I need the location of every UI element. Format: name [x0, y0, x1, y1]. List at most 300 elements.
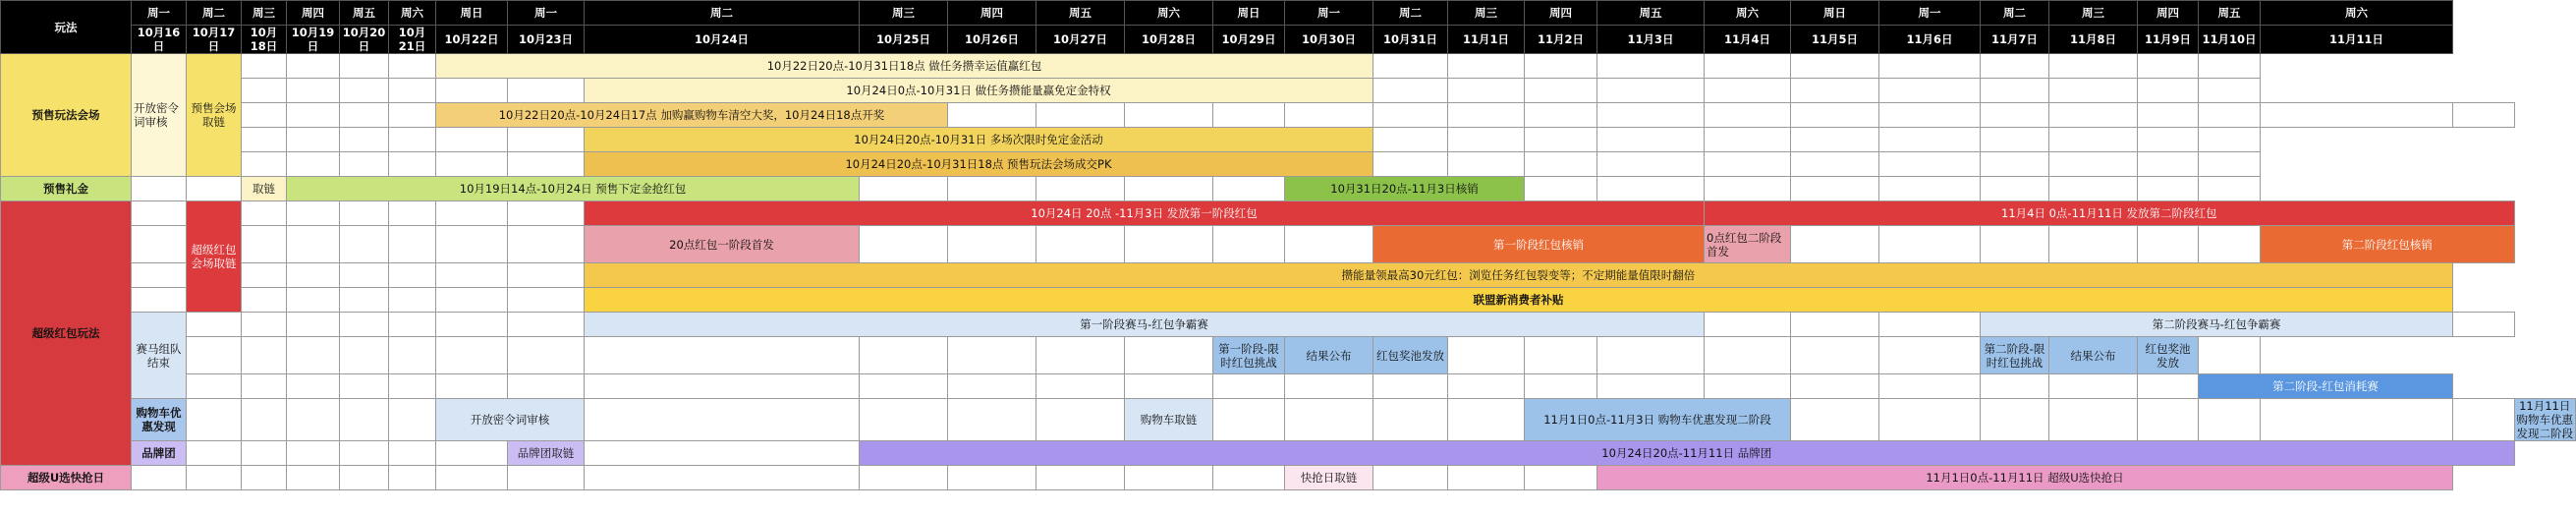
- empty-cell: [340, 128, 389, 152]
- empty-cell: [1879, 103, 1981, 128]
- date-header-row: [1, 26, 2576, 54]
- empty-cell: [287, 399, 340, 441]
- empty-cell: [1036, 226, 1125, 263]
- empty-cell: [1448, 466, 1525, 490]
- empty-cell: [1705, 337, 1791, 374]
- category-presale-gift: 预售礼金: [1, 177, 132, 201]
- date-header: 11月7日: [1981, 26, 2049, 54]
- weekday-header: 周一: [508, 1, 585, 26]
- empty-cell: [1448, 103, 1525, 128]
- date-header: 10月16日: [132, 26, 187, 54]
- empty-cell: [585, 441, 860, 466]
- empty-cell: [948, 374, 1036, 399]
- empty-cell: [2453, 399, 2515, 441]
- empty-cell: [1036, 466, 1125, 490]
- empty-cell: [287, 152, 340, 177]
- empty-cell: [436, 466, 508, 490]
- empty-cell: [242, 201, 287, 226]
- empty-cell: [1879, 374, 1981, 399]
- category-super-redpacket: 超级红包玩法: [1, 201, 132, 466]
- empty-cell: [2049, 128, 2138, 152]
- redpacket-row-5: [1, 313, 2576, 337]
- empty-cell: [389, 466, 436, 490]
- empty-cell: [436, 152, 508, 177]
- empty-cell: [2453, 103, 2515, 128]
- empty-cell: [242, 103, 287, 128]
- weekday-header: 周一: [132, 1, 187, 26]
- empty-cell: [948, 103, 1036, 128]
- empty-cell: [2138, 399, 2199, 441]
- empty-cell: [1213, 399, 1285, 441]
- date-header: 11月1日: [1448, 26, 1525, 54]
- weekday-header: 周五: [1597, 1, 1705, 26]
- empty-cell: [187, 399, 242, 441]
- empty-cell: [242, 374, 287, 399]
- weekday-header: 周一: [1879, 1, 1981, 26]
- empty-cell: [132, 288, 187, 313]
- energy-task-bar: 10月24日0点-10月31日 做任务攒能量赢免定金特权: [585, 79, 1373, 103]
- empty-cell: [242, 128, 287, 152]
- empty-cell: [2199, 152, 2261, 177]
- empty-cell: [2138, 128, 2199, 152]
- empty-cell: [1879, 79, 1981, 103]
- empty-cell: [436, 226, 508, 263]
- empty-cell: [508, 79, 585, 103]
- weekday-header: 周四: [287, 1, 340, 26]
- empty-cell: [1125, 226, 1213, 263]
- weekday-header: 周二: [585, 1, 860, 26]
- empty-cell: [1791, 226, 1879, 263]
- empty-cell: [860, 466, 948, 490]
- empty-cell: [860, 177, 948, 201]
- cart-cancel-block: 购物车取链: [1125, 399, 1213, 441]
- empty-cell: [340, 201, 389, 226]
- empty-cell: [2049, 226, 2138, 263]
- empty-cell: [287, 441, 340, 466]
- cart-phase3-bar: 11月11日 购物车优惠发现二阶段: [2514, 399, 2576, 441]
- date-header: 11月10日: [2199, 26, 2261, 54]
- empty-cell: [1373, 399, 1448, 441]
- empty-cell: [2138, 374, 2199, 399]
- empty-cell: [389, 263, 436, 288]
- empty-cell: [340, 103, 389, 128]
- phase2-start-block: 0点红包二阶段首发: [1705, 226, 1791, 263]
- date-header: 10月30日: [1285, 26, 1373, 54]
- empty-cell: [508, 337, 585, 374]
- weekday-header: 周二: [187, 1, 242, 26]
- empty-cell: [1285, 399, 1373, 441]
- empty-cell: [1213, 226, 1285, 263]
- empty-cell: [1981, 103, 2049, 128]
- empty-cell: [1981, 79, 2049, 103]
- empty-cell: [242, 441, 287, 466]
- empty-cell: [1791, 103, 1879, 128]
- empty-cell: [389, 54, 436, 79]
- phase1-distribution-bar: 10月24日 20点 -11月3日 发放第一阶段红包: [585, 201, 1705, 226]
- date-header: 11月2日: [1525, 26, 1597, 54]
- phase2-writeoff-bar: 第二阶段红包核销: [2261, 226, 2515, 263]
- redpacket-venue-cancel-block: 超级红包会场取链: [187, 201, 242, 313]
- empty-cell: [1879, 128, 1981, 152]
- empty-cell: [242, 79, 287, 103]
- empty-cell: [1791, 313, 1879, 337]
- empty-cell: [436, 313, 508, 337]
- date-header: 11月9日: [2138, 26, 2199, 54]
- empty-cell: [389, 313, 436, 337]
- empty-cell: [389, 374, 436, 399]
- presale-venue-cancel-block: 预售会场取链: [187, 54, 242, 177]
- empty-cell: [1791, 177, 1879, 201]
- category-presale-venue: 预售玩法会场: [1, 54, 132, 177]
- empty-cell: [508, 128, 585, 152]
- empty-cell: [1791, 399, 1879, 441]
- empty-cell: [1213, 466, 1285, 490]
- presale-row-2: [1, 79, 2576, 103]
- phase2-consume-bar: 第二阶段-红包消耗赛: [2199, 374, 2453, 399]
- weekday-header: 周四: [1525, 1, 1597, 26]
- empty-cell: [287, 103, 340, 128]
- empty-cell: [287, 201, 340, 226]
- empty-cell: [1879, 177, 1981, 201]
- category-cart-discount: 购物车优惠发现: [132, 399, 187, 441]
- empty-cell: [187, 466, 242, 490]
- weekday-header: 周日: [1213, 1, 1285, 26]
- empty-cell: [1879, 313, 1981, 337]
- superu-row: [1, 466, 2576, 490]
- empty-cell: [1879, 399, 1981, 441]
- empty-cell: [340, 313, 389, 337]
- empty-cell: [1981, 128, 2049, 152]
- empty-cell: [340, 226, 389, 263]
- empty-cell: [860, 226, 948, 263]
- phase2-distribution-bar: 11月4日 0点-11月11日 发放第二阶段红包: [1705, 201, 2515, 226]
- date-header: 10月28日: [1125, 26, 1213, 54]
- weekday-header-row: [1, 1, 2576, 26]
- date-header: 11月8日: [2049, 26, 2138, 54]
- empty-cell: [508, 201, 585, 226]
- weekday-header: 周二: [1981, 1, 2049, 26]
- date-header: 10月22日: [436, 26, 508, 54]
- empty-cell: [132, 466, 187, 490]
- empty-cell: [2199, 54, 2261, 79]
- new-consumer-subsidy-bar: 联盟新消费者补贴: [585, 288, 2453, 313]
- redpacket-row-6: [1, 337, 2576, 374]
- empty-cell: [287, 128, 340, 152]
- empty-cell: [1373, 374, 1448, 399]
- cart-row: [1, 399, 2576, 441]
- empty-cell: [436, 374, 508, 399]
- empty-cell: [242, 337, 287, 374]
- empty-cell: [1373, 152, 1448, 177]
- weekday-header: 周四: [2138, 1, 2199, 26]
- empty-cell: [436, 128, 508, 152]
- empty-cell: [1373, 103, 1448, 128]
- empty-cell: [1373, 54, 1448, 79]
- empty-cell: [1036, 103, 1125, 128]
- redpacket-row-1: [1, 201, 2576, 226]
- empty-cell: [1981, 226, 2049, 263]
- empty-cell: [2199, 399, 2261, 441]
- empty-cell: [132, 263, 187, 288]
- empty-cell: [287, 374, 340, 399]
- empty-cell: [1448, 374, 1525, 399]
- cart-phase2-bar: 11月1日0点-11月3日 购物车优惠发现二阶段: [1525, 399, 1791, 441]
- empty-cell: [389, 128, 436, 152]
- category-brand-group: 品牌团: [132, 441, 187, 466]
- date-header: 10月27日: [1036, 26, 1125, 54]
- empty-cell: [1213, 103, 1285, 128]
- weekday-header: 周五: [340, 1, 389, 26]
- team-end-block: 赛马组队结束: [132, 313, 187, 399]
- weekday-header: 周六: [2261, 1, 2453, 26]
- empty-cell: [1525, 103, 1597, 128]
- empty-cell: [1981, 399, 2049, 441]
- empty-cell: [2049, 79, 2138, 103]
- date-header: 10月18日: [242, 26, 287, 54]
- empty-cell: [1285, 226, 1373, 263]
- empty-cell: [1525, 152, 1597, 177]
- empty-cell: [340, 79, 389, 103]
- redpacket-row-2: [1, 226, 2576, 263]
- empty-cell: [1125, 177, 1213, 201]
- empty-cell: [1705, 152, 1791, 177]
- empty-cell: [1036, 177, 1125, 201]
- empty-cell: [585, 399, 860, 441]
- redpacket-row-4: [1, 288, 2576, 313]
- date-header: 10月23日: [508, 26, 585, 54]
- empty-cell: [2199, 337, 2261, 374]
- empty-cell: [1879, 152, 1981, 177]
- empty-cell: [2453, 313, 2515, 337]
- superu-bar: 11月1日0点-11月11日 超级U选快抢日: [1597, 466, 2453, 490]
- empty-cell: [1448, 128, 1525, 152]
- empty-cell: [187, 177, 242, 201]
- date-header: 11月6日: [1879, 26, 1981, 54]
- empty-cell: [1705, 103, 1791, 128]
- empty-cell: [1879, 54, 1981, 79]
- empty-cell: [1525, 79, 1597, 103]
- empty-cell: [1448, 54, 1525, 79]
- empty-cell: [1705, 128, 1791, 152]
- weekday-header: 周日: [1791, 1, 1879, 26]
- empty-cell: [340, 441, 389, 466]
- empty-cell: [1125, 466, 1213, 490]
- empty-cell: [436, 201, 508, 226]
- empty-cell: [860, 374, 948, 399]
- empty-cell: [2049, 54, 2138, 79]
- empty-cell: [1525, 374, 1597, 399]
- empty-cell: [948, 337, 1036, 374]
- empty-cell: [508, 226, 585, 263]
- empty-cell: [1705, 374, 1791, 399]
- empty-cell: [948, 226, 1036, 263]
- presale-row-3: [1, 103, 2576, 128]
- gift-deposit-bar: 10月19日14点-10月24日 预售下定金抢红包: [287, 177, 860, 201]
- empty-cell: [132, 177, 187, 201]
- empty-cell: [585, 337, 860, 374]
- empty-cell: [242, 313, 287, 337]
- superu-cancel-block: 快抢日取链: [1285, 466, 1373, 490]
- empty-cell: [287, 54, 340, 79]
- empty-cell: [287, 337, 340, 374]
- gift-row: [1, 177, 2576, 201]
- empty-cell: [1036, 374, 1125, 399]
- empty-cell: [585, 374, 860, 399]
- empty-cell: [2049, 177, 2138, 201]
- empty-cell: [1036, 337, 1125, 374]
- empty-cell: [2138, 226, 2199, 263]
- empty-cell: [187, 441, 242, 466]
- deposit-free-bar: 10月24日20点-10月31日 多场次限时免定金活动: [585, 128, 1373, 152]
- empty-cell: [242, 54, 287, 79]
- date-header: 10月31日: [1373, 26, 1448, 54]
- empty-cell: [1597, 152, 1705, 177]
- empty-cell: [1213, 374, 1285, 399]
- empty-cell: [242, 152, 287, 177]
- date-header: 10月24日: [585, 26, 860, 54]
- weekday-header: 周三: [242, 1, 287, 26]
- weekday-header: 周四: [948, 1, 1036, 26]
- empty-cell: [132, 226, 187, 263]
- empty-cell: [2199, 103, 2261, 128]
- empty-cell: [1791, 79, 1879, 103]
- weekday-header: 周三: [1448, 1, 1525, 26]
- date-header: 10月21日: [389, 26, 436, 54]
- empty-cell: [948, 466, 1036, 490]
- empty-cell: [948, 399, 1036, 441]
- empty-cell: [340, 54, 389, 79]
- date-header: 10月20日: [340, 26, 389, 54]
- date-header: 10月17日: [187, 26, 242, 54]
- empty-cell: [340, 152, 389, 177]
- empty-cell: [2049, 399, 2138, 441]
- empty-cell: [1597, 337, 1705, 374]
- empty-cell: [242, 466, 287, 490]
- empty-cell: [1597, 79, 1705, 103]
- empty-cell: [1981, 177, 2049, 201]
- empty-cell: [508, 288, 585, 313]
- empty-cell: [1597, 103, 1705, 128]
- open-code-review-block: 开放密令词审核: [132, 54, 187, 177]
- empty-cell: [1125, 337, 1213, 374]
- empty-cell: [287, 226, 340, 263]
- empty-cell: [436, 288, 508, 313]
- cart-clear-prize-bar: 10月22日20点-10月24日17点 加购赢购物车清空大奖，10月24日18点开奖: [436, 103, 948, 128]
- phase2-result-block: 结果公布: [2049, 337, 2138, 374]
- empty-cell: [389, 103, 436, 128]
- empty-cell: [389, 288, 436, 313]
- empty-cell: [1597, 374, 1705, 399]
- empty-cell: [436, 441, 508, 466]
- energy-redpacket-bar: 攒能量领最高30元红包：浏览任务红包裂变等；不定期能量值限时翻倍: [585, 263, 2453, 288]
- empty-cell: [340, 374, 389, 399]
- brand-row: [1, 441, 2576, 466]
- weekday-header: 周二: [1373, 1, 1448, 26]
- empty-cell: [436, 79, 508, 103]
- empty-cell: [1791, 337, 1879, 374]
- empty-cell: [2138, 152, 2199, 177]
- empty-cell: [1791, 152, 1879, 177]
- empty-cell: [2049, 103, 2138, 128]
- empty-cell: [2261, 399, 2453, 441]
- empty-cell: [2049, 374, 2138, 399]
- date-header: 11月4日: [1705, 26, 1791, 54]
- play-column-header: 玩法: [1, 1, 132, 54]
- empty-cell: [1597, 177, 1705, 201]
- empty-cell: [287, 466, 340, 490]
- empty-cell: [1373, 79, 1448, 103]
- empty-cell: [187, 337, 242, 374]
- phase1-race-bar: 第一阶段赛马-红包争霸赛: [585, 313, 1705, 337]
- weekday-header: 周五: [1036, 1, 1125, 26]
- phase2-challenge-block: 第二阶段-限时红包挑战: [1981, 337, 2049, 374]
- presale-row-5: [1, 152, 2576, 177]
- empty-cell: [1981, 152, 2049, 177]
- empty-cell: [1981, 54, 2049, 79]
- empty-cell: [340, 337, 389, 374]
- empty-cell: [2138, 103, 2199, 128]
- phase1-start-block: 20点红包一阶段首发: [585, 226, 860, 263]
- gift-writeoff-bar: 10月31日20点-11月3日核销: [1285, 177, 1525, 201]
- empty-cell: [340, 288, 389, 313]
- brand-cancel-block: 品牌团取链: [508, 441, 585, 466]
- gift-cancel-block: 取链: [242, 177, 287, 201]
- empty-cell: [1285, 103, 1373, 128]
- empty-cell: [287, 79, 340, 103]
- empty-cell: [2049, 152, 2138, 177]
- presale-row-1: [1, 54, 2576, 79]
- venue-pk-bar: 10月24日20点-10月31日18点 预售玩法会场成交PK: [585, 152, 1373, 177]
- empty-cell: [1525, 337, 1597, 374]
- empty-cell: [1597, 54, 1705, 79]
- empty-cell: [1125, 103, 1213, 128]
- empty-cell: [1285, 374, 1373, 399]
- phase1-writeoff-bar: 第一阶段红包核销: [1373, 226, 1705, 263]
- empty-cell: [1705, 79, 1791, 103]
- empty-cell: [1036, 399, 1125, 441]
- empty-cell: [2199, 177, 2261, 201]
- empty-cell: [860, 337, 948, 374]
- empty-cell: [287, 288, 340, 313]
- empty-cell: [340, 466, 389, 490]
- empty-cell: [389, 201, 436, 226]
- empty-cell: [436, 337, 508, 374]
- weekday-header: 周日: [436, 1, 508, 26]
- redpacket-row-3: [1, 263, 2576, 288]
- empty-cell: [508, 313, 585, 337]
- category-super-u: 超级U选快抢日: [1, 466, 132, 490]
- empty-cell: [1791, 128, 1879, 152]
- empty-cell: [1448, 399, 1525, 441]
- empty-cell: [1525, 466, 1597, 490]
- empty-cell: [132, 201, 187, 226]
- empty-cell: [860, 399, 948, 441]
- empty-cell: [508, 466, 585, 490]
- empty-cell: [1373, 128, 1448, 152]
- empty-cell: [436, 263, 508, 288]
- empty-cell: [1373, 466, 1448, 490]
- weekday-header: 周五: [2199, 1, 2261, 26]
- redpacket-row-7: [1, 374, 2576, 399]
- empty-cell: [340, 399, 389, 441]
- empty-cell: [508, 152, 585, 177]
- empty-cell: [1448, 152, 1525, 177]
- weekday-header: 周六: [389, 1, 436, 26]
- weekday-header: 周三: [2049, 1, 2138, 26]
- weekday-header: 周三: [860, 1, 948, 26]
- empty-cell: [585, 466, 860, 490]
- empty-cell: [2199, 128, 2261, 152]
